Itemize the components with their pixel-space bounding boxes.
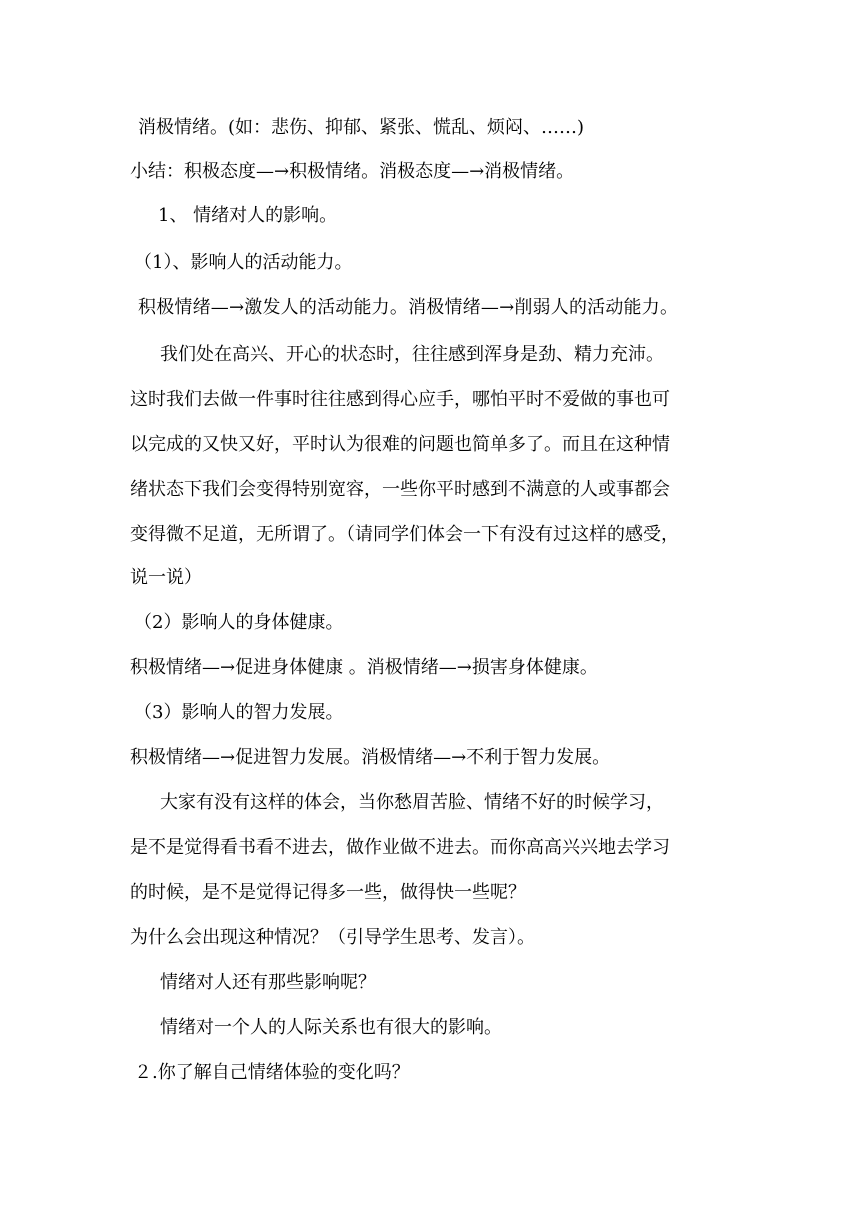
paragraph-line-5: 变得微不足道，无所谓了。（请同学们体会一下有没有过这样的感受， bbox=[130, 524, 679, 545]
subheading-activity-ability: （1）、影响人的活动能力。 bbox=[134, 252, 353, 273]
paragraph-2-line-1: 大家有没有这样的体会，当你愁眉苦脸、情绪不好的时候学习， bbox=[160, 792, 664, 813]
paragraph-2-line-3: 的时候，是不是觉得记得多一些，做得快一些呢？ bbox=[130, 882, 526, 903]
paragraph-line-2: 这时我们去做一件事时往往感到得心应手，哪怕平时不爱做的事也可 bbox=[130, 389, 670, 410]
text-line-summary: 小结：积极态度—→积极情绪。消极态度—→消极情绪。 bbox=[130, 161, 575, 182]
section-heading-emotion-impact: 1、 情绪对人的影响。 bbox=[158, 205, 338, 226]
text-line-relationships: 情绪对一个人的人际关系也有很大的影响。 bbox=[160, 1017, 502, 1038]
question-line-reason: 为什么会出现这种情况？（引导学生思考、发言）。 bbox=[130, 927, 535, 948]
question-line-other-effects: 情绪对人还有那些影响呢？ bbox=[160, 972, 376, 993]
text-line-activity-effect: 积极情绪—→激发人的活动能力。消极情绪—→削弱人的活动能力。 bbox=[138, 297, 679, 318]
paragraph-line-1: 我们处在高兴、开心的状态时，往往感到浑身是劲、精力充沛。 bbox=[160, 344, 664, 365]
subheading-intellectual-development: （3）影响人的智力发展。 bbox=[134, 702, 344, 723]
section-heading-understanding-emotions: ２.你了解自己情绪体验的变化吗？ bbox=[134, 1062, 410, 1083]
paragraph-line-6: 说一说） bbox=[130, 567, 202, 588]
paragraph-2-line-2: 是不是觉得看书看不进去，做作业做不进去。而你高高兴兴地去学习 bbox=[130, 837, 670, 858]
text-line-intellect-effect: 积极情绪—→促进智力发展。消极情绪—→不利于智力发展。 bbox=[130, 747, 611, 768]
paragraph-line-4: 绪状态下我们会变得特别宽容，一些你平时感到不满意的人或事都会 bbox=[130, 479, 670, 500]
text-line-negative-emotions: 消极情绪。(如：悲伤、抑郁、紧张、慌乱、烦闷、……) bbox=[138, 117, 585, 138]
paragraph-line-3: 以完成的又快又好，平时认为很难的问题也简单多了。而且在这种情 bbox=[130, 434, 670, 455]
subheading-physical-health: （2）影响人的身体健康。 bbox=[134, 612, 344, 633]
text-line-health-effect: 积极情绪—→促进身体健康 。消极情绪—→损害身体健康。 bbox=[130, 657, 598, 678]
